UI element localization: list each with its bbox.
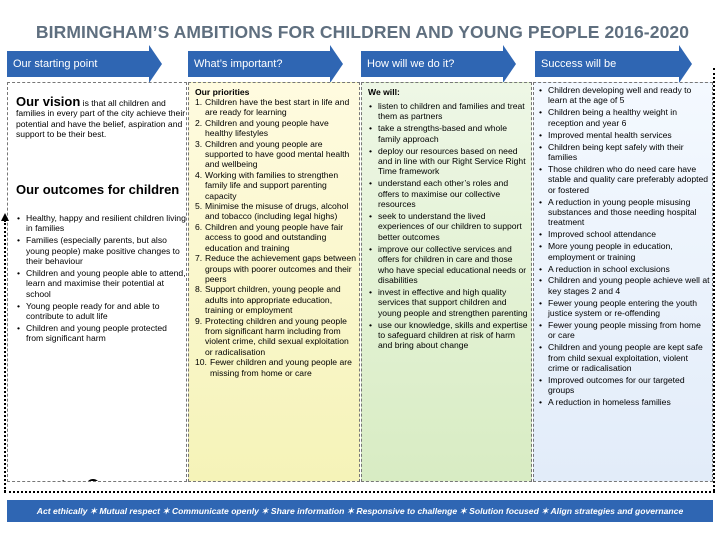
list-item [195, 118, 357, 139]
arrow-label: Our starting point [7, 51, 150, 77]
we-will-heading: We will: [368, 87, 400, 97]
feedback-loop-bottom-line [4, 491, 715, 493]
list-item: • take a strengths-based and whole family approach [368, 123, 528, 144]
outcomes-heading: Our outcomes for children [16, 182, 180, 197]
item-text: Minimise the misuse of drugs, alcohol and tobacco (including legal highs) [205, 201, 349, 222]
vision-text: is that all children and families in every part of the city achieve their potential and have the belief, aspiration and support to be their best. [16, 98, 186, 140]
feedback-loop-left-line [4, 220, 6, 492]
list-item: • use our knowledge, skills and expertise to safeguard children at risk of harm and bring about change [368, 320, 528, 351]
list-item [195, 97, 357, 118]
arrow-whats-important [188, 45, 343, 83]
arrow-head-icon [503, 45, 516, 83]
list-item: • seek to understand the lived experiences of our children to support better outcomes [368, 211, 528, 242]
list-item [195, 357, 357, 378]
item-number: 1. [195, 97, 203, 107]
item-text: Protecting children and young people from significant harm including from violent crime, child sexual exploitation or radicalisation [205, 315, 349, 357]
item-text: Fewer children and young people are missing from home or care [210, 357, 352, 378]
list-item: • improve our collective services and offers for children in care and those who have special educational needs or disabilities [368, 244, 528, 286]
item-number: 7. [195, 253, 203, 264]
list-item: • Improved outcomes for our targeted groups [538, 375, 710, 396]
list-item: • A reduction in school exclusions [538, 264, 710, 274]
item-text: Children and young people are supported to have good mental health and wellbeing [205, 138, 350, 170]
list-item: • A reduction in homeless families [538, 397, 710, 407]
item-number: 3. [195, 138, 203, 149]
priorities-heading: Our priorities [195, 87, 250, 97]
priorities-column [188, 82, 360, 482]
list-item: • Children and young people protected from significant harm [16, 323, 186, 344]
item-text: Support children, young people and adults into appropriate education, training or employment [205, 284, 341, 316]
list-item: • Fewer young people entering the youth justice system or re-offending [538, 298, 710, 319]
item-text: Children have the best start in life and are ready for learning [205, 97, 350, 118]
outcomes-list [16, 213, 186, 345]
arrow-how-will-we-do-it [361, 45, 516, 83]
list-item: • Young people ready for and able to contribute to adult life [16, 301, 186, 322]
arrow-success-will-be [535, 45, 692, 83]
list-item: • Children and young people achieve well at key stages 2 and 4 [538, 275, 710, 296]
list-item: • Children and young people able to attend, learn and maximise their potential at school [16, 268, 186, 299]
item-text: Children and young people have healthy lifestyles [205, 117, 329, 139]
arrow-up-icon [1, 213, 9, 221]
list-item: • deploy our resources based on need and in line with our Right Service Right Time framework [368, 146, 528, 177]
item-number: 10. [195, 357, 207, 368]
arrow-head-icon [149, 45, 162, 83]
list-item [195, 253, 357, 284]
item-number: 8. [195, 284, 203, 295]
list-item: • Children and young people are kept safe from child sexual exploitation, violent crime or radicalisation [538, 342, 710, 373]
page-title: BIRMINGHAM’S AMBITIONS FOR CHILDREN AND YOUNG PEOPLE 2016-2020 [35, 22, 690, 42]
item-text: Children and young people have fair access to good and outstanding education and training [205, 221, 344, 253]
list-item [195, 284, 357, 315]
list-item: • Fewer young people missing from home or care [538, 320, 710, 341]
list-item: • invest in effective and high quality services that support children and young people and strengthen parenting [368, 287, 528, 318]
list-item: • Children being a healthy weight in reception and year 6 [538, 107, 710, 128]
list-item: • Healthy, happy and resilient children living in families [16, 213, 186, 234]
item-text: Working with families to strengthen family life and support parenting capacity [205, 169, 339, 201]
list-item [195, 201, 357, 222]
list-item: • listen to children and families and treat them as partners [368, 101, 528, 122]
arrow-label: Success will be [535, 51, 680, 77]
priorities-list [195, 97, 357, 378]
arrow-starting-point [7, 45, 162, 83]
list-item [195, 170, 357, 201]
list-item [195, 222, 357, 253]
item-text: Reduce the achievement gaps between groups with poorer outcomes and their peers [205, 253, 356, 284]
arrow-head-icon [679, 45, 692, 83]
feedback-loop-right-line [713, 68, 715, 491]
item-number: 4. [195, 169, 203, 180]
arrow-head-icon [330, 45, 343, 83]
family-silhouette-image [23, 476, 183, 482]
actions-list [368, 101, 528, 352]
list-item: • understand each other’s roles and offers to maximise our collective resources [368, 178, 528, 209]
vision-statement [16, 94, 186, 140]
item-number: 6. [195, 221, 203, 232]
how-column [361, 82, 532, 482]
item-number: 5. [195, 201, 203, 212]
list-item [195, 139, 357, 170]
arrow-label: How will we do it? [361, 51, 504, 77]
list-item: • Improved mental health services [538, 130, 710, 140]
list-item: • A reduction in young people misusing substances and those needing hospital treatment [538, 197, 710, 228]
item-number: 9. [195, 315, 203, 326]
success-column [533, 82, 713, 482]
list-item: • More young people in education, employment or training [538, 241, 710, 262]
success-list [538, 85, 710, 409]
list-item: • Improved school attendance [538, 229, 710, 239]
starting-point-column [7, 82, 187, 482]
arrow-label: What’s important? [188, 51, 331, 77]
list-item: • Children being kept safely with their families [538, 142, 710, 163]
vision-heading: Our vision [16, 94, 81, 109]
item-number: 2. [195, 117, 203, 128]
values-footer-banner: Act ethically ✶ Mutual respect ✶ Communicate openly ✶ Share information ✶ Responsive to challenge ✶ Solution focused ✶ Align strategies and governance [7, 500, 713, 522]
list-item [195, 316, 357, 358]
list-item: • Families (especially parents, but also young people) make positive changes to their behaviour [16, 235, 186, 266]
list-item: • Those children who do need care have stable and quality care preferably adopted or fostered [538, 164, 710, 195]
list-item: • Children developing well and ready to learn at the age of 5 [538, 85, 710, 106]
